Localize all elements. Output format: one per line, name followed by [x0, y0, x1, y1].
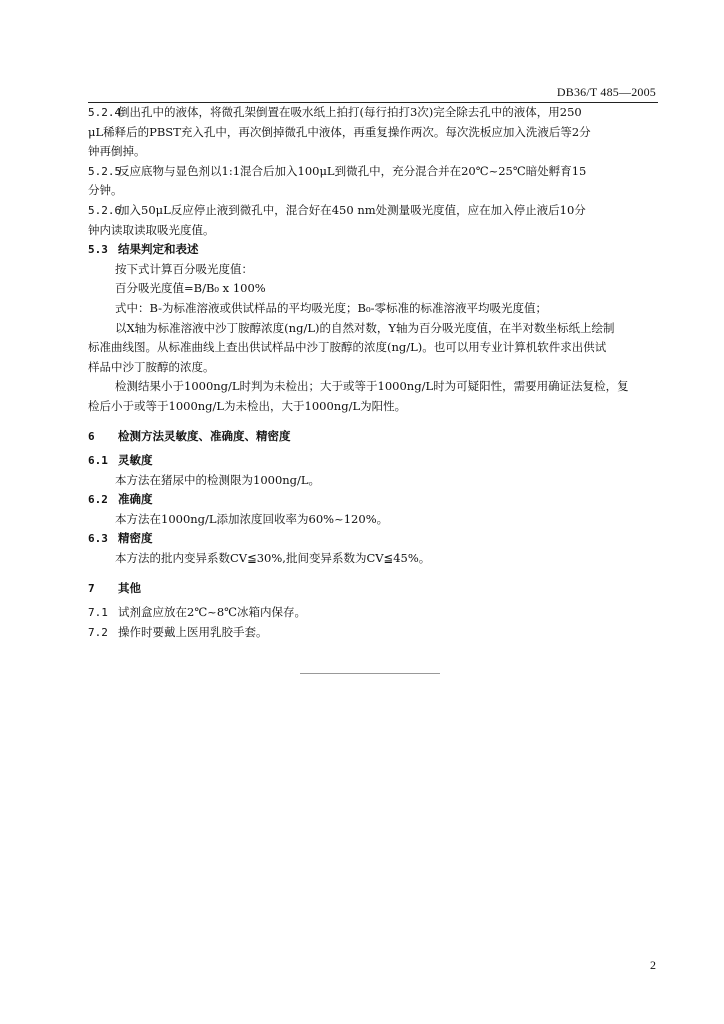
- body-text: 本方法在1000ng/L添加浓度回收率为60%~120%。: [115, 511, 389, 526]
- clause-text-line: 操作时要戴上医用乳胶手套。: [118, 624, 268, 639]
- body-text: 式中：B-为标准溶液或供试样品的平均吸光度；B₀-零标准的标准溶液平均吸光度值；: [115, 300, 547, 315]
- body-text: 检测结果小于1000ng/L时判为未检出；大于或等于1000ng/L时为可疑阳性，需要用确证法复检，复: [115, 379, 629, 394]
- clause-number: 7.2: [88, 625, 108, 639]
- section-number: 6.3: [88, 532, 108, 546]
- section-title: 准确度: [118, 492, 153, 507]
- body-text: 检后小于或等于1000ng/L为未检出，大于1000ng/L为阳性。: [88, 398, 407, 413]
- body-text: 标准曲线图。从标准曲线上查出供试样品中沙丁胺醇的浓度(ng/L)。也可以用专业计算机软件求出供试: [88, 340, 607, 355]
- body-text: 样品中沙丁胺醇的浓度。: [88, 359, 215, 374]
- clause-text-line: 钟内读取读取吸光度值。: [88, 222, 215, 237]
- chapter-number: 7: [88, 581, 95, 595]
- chapter-title: 检测方法灵敏度、准确度、精密度: [118, 428, 291, 443]
- section-title: 灵敏度: [118, 453, 153, 468]
- clause-5-2-4: [88, 103, 658, 162]
- formula-text: 百分吸光度值=B/B₀ x 100%: [115, 281, 266, 296]
- page-number: 2: [650, 958, 656, 972]
- section-number: 6.2: [88, 493, 108, 507]
- clause-text-line: 分钟。: [88, 183, 123, 198]
- clause-text-line: 钟再倒掉。: [88, 144, 146, 159]
- clause-text-line: 倒出孔中的液体，将微孔架倒置在吸水纸上拍打(每行拍打3次)完全除去孔中的液体，用250: [118, 105, 582, 119]
- clause-number: 5.2.6: [88, 203, 122, 217]
- chapter-7: [88, 579, 658, 643]
- clause-5-2-6: [88, 201, 658, 240]
- clause-5-2-5: [88, 162, 658, 201]
- clause-text-line: 反应底物与显色剂以1:1混合后加入100μL到微孔中，充分混合并在20℃~25℃暗处孵育15: [118, 163, 587, 178]
- clause-number: 7.1: [88, 606, 108, 620]
- chapter-title: 其他: [118, 580, 141, 595]
- clause-text-line: 试剂盒应放在2℃~8℃冰箱内保存。: [118, 605, 306, 620]
- document-code: DB36/T 485—2005: [556, 85, 656, 99]
- section-title: 精密度: [118, 531, 153, 546]
- end-of-document-rule: [300, 673, 440, 674]
- chapter-number: 6: [88, 429, 95, 443]
- clause-text-line: 加入50μL反应停止液到微孔中，混合好在450 nm处测量吸光度值，应在加入停止液后10分: [118, 202, 586, 217]
- body-text: 本方法在猪尿中的检测限为1000ng/L。: [115, 472, 321, 487]
- clause-number: 5.2.5: [88, 164, 122, 178]
- section-5-3: [88, 240, 658, 416]
- body-text: 以X轴为标准溶液中沙丁胺醇浓度(ng/L)的自然对数，Y轴为百分吸光度值，在半对数坐标纸上绘制: [115, 320, 615, 335]
- section-number: 6.1: [88, 454, 108, 468]
- chapter-6: [88, 427, 658, 569]
- clause-number: 5.2.4: [88, 106, 122, 119]
- document-body: [88, 103, 658, 642]
- body-text: 按下式计算百分吸光度值：: [115, 261, 253, 276]
- clause-text-line: μL稀释后的PBST充入孔中，再次倒掉微孔中液体，再重复操作两次。每次洗板应加入洗液后等2分: [88, 124, 591, 139]
- section-title: 结果判定和表述: [118, 242, 199, 257]
- body-text: 本方法的批内变异系数CV≦30%,批间变异系数为CV≦45%。: [115, 551, 431, 566]
- section-number: 5.3: [88, 243, 108, 257]
